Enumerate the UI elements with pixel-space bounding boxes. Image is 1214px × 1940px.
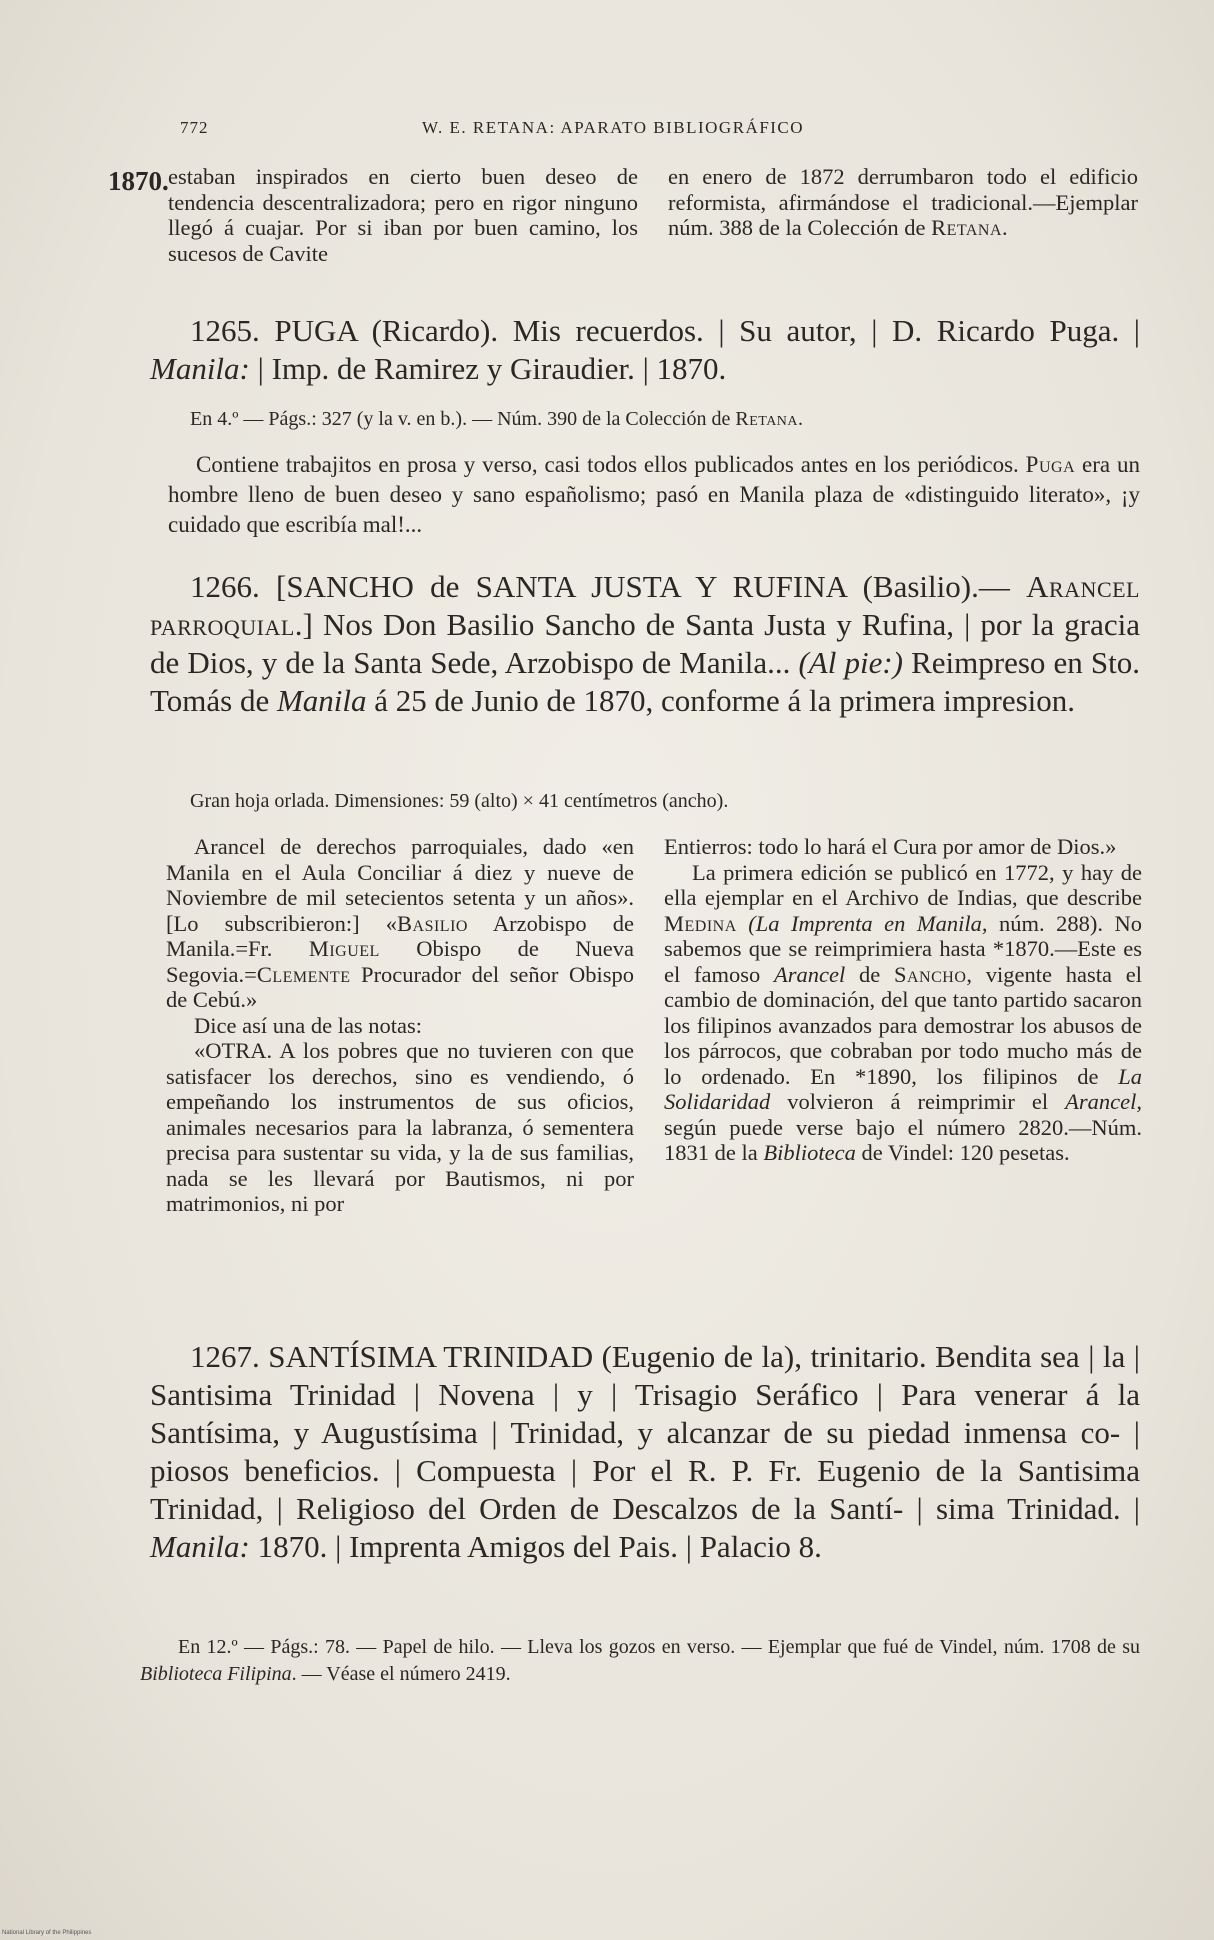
name: Sancho xyxy=(893,961,967,987)
text: Obispo de Nueva Segovia.= xyxy=(166,936,635,987)
paragraph: «OTRA. A los pobres que no tuvieren con que satisfacer los derechos, sino es vendiendo, ó empeñando los instrumentos de sus oficios, animales necesarios para la labranza, ó sementera precisa para sustentar su vida, y la de sus familias, nada se les llevará por Bautismos, ni por matrimonios, ni por xyxy=(166,1038,634,1216)
work-title: Arancel xyxy=(774,961,846,987)
text: 1870. | Imprenta Amigos del Pais. | Palacio 8. xyxy=(249,1529,822,1564)
text: según puede verse bajo el número 2820.—Núm. 1831 de la xyxy=(664,1114,1142,1165)
name: Basilio xyxy=(397,910,468,936)
entry-1265-body xyxy=(168,450,1140,540)
entry-1266-title xyxy=(150,568,1140,720)
work-title: (La Imprenta en Manila, xyxy=(736,910,988,936)
text: , vigente hasta el cambio de dominación, del que tanto partido sacaron los filipinos avanzados para demostrar los abusos de los párrocos, que cobraban por todo mucho más de lo ordenado. En *1890, los filipinos de xyxy=(664,961,1142,1089)
text: Contiene trabajitos en prosa y verso, casi todos ellos publicados antes en los periódicos. xyxy=(196,452,1026,477)
text: Procurador del señor Obispo de Cebú.» xyxy=(166,961,634,1012)
paragraph: Entierros: todo lo hará el Cura por amor de Dios.» xyxy=(664,834,1117,859)
text: En 4.º — Págs.: 327 (y la v. en b.). — Núm. 390 de la Colección de xyxy=(190,408,736,430)
scan-footer: National Library of the Philippines xyxy=(2,1930,92,1936)
text: . xyxy=(798,408,804,430)
continued-text-left xyxy=(168,164,638,266)
text: . — Véase el número 2419. xyxy=(291,1663,511,1685)
place: Manila: xyxy=(150,1529,250,1564)
entry-1266-left-column xyxy=(166,834,634,1217)
year-marker: 1870. xyxy=(108,166,169,196)
text: 1267. SANTÍSIMA TRINIDAD (Eugenio de la), trinitario. Bendita sea | la | Santisima Trinidad | Novena | y | Trisagio Seráfico | Para venerar á la Santísima, y Augustísima | Trinidad, y alcanzar de su piedad inmensa co- | piosos beneficios. | Compuesta | Por el R. P. Fr. Eugenio de la Santisima Trinidad, | Religioso del Orden de Descalzos de la Santí- | sima Trinidad. | xyxy=(150,1339,1140,1526)
work-title: Arancel parroquial xyxy=(150,569,1140,642)
text: Arancel de derechos parroquiales, dado «en Manila en el Aula Conciliar á diez y nueve de Noviembre de mil setecientos setenta y un años». [Lo subscribieron:] « xyxy=(166,834,634,936)
entry-1267-note xyxy=(140,1634,1140,1688)
work-title: La Solidaridad xyxy=(664,1063,1142,1114)
entry-1265-note xyxy=(190,406,1140,433)
text: | Imp. de Ramirez y Giraudier. | 1870. xyxy=(249,351,727,386)
text: Arzobispo de Manila.=Fr. xyxy=(166,910,634,961)
paragraph xyxy=(664,860,1142,1166)
name: Medina xyxy=(664,910,737,936)
text: .] Nos Don Basilio Sancho de Santa Justa y Rufina, | por la gracia de Dios, y de la Santa Sede, Arzobispo de Manila... xyxy=(150,607,1140,680)
text: (Al pie:) xyxy=(798,645,903,680)
name: Clemente xyxy=(256,961,351,987)
text: de xyxy=(845,961,894,987)
place: Manila xyxy=(276,683,367,718)
paragraph: Dice así una de las notas: xyxy=(194,1012,423,1038)
text: en enero de 1872 derrumbaron todo el edificio reformista, afirmándose el tradicional.—Ejemplar núm. 388 de la Colección de xyxy=(668,164,1138,240)
text: La primera edición se publicó en 1772, y hay de ella ejemplar en el Archivo de Indias, que describe xyxy=(664,859,1142,910)
text: era un hombre lleno de buen deseo y sano españolismo; pasó en Manila plaza de «distinguido literato», ¡y cuidado que escribía mal!... xyxy=(168,452,1140,537)
entry-1266-right-column xyxy=(664,834,1142,1166)
paragraph xyxy=(668,164,1138,241)
author-name: Puga xyxy=(1025,452,1076,477)
paragraph: estaban inspirados en cierto buen deseo de tendencia descentralizadora; pero en rigor ninguno llegó á cuajar. Por si iban por buen camino, los sucesos de Cavite xyxy=(168,164,638,266)
text: 1265. PUGA (Ricardo). Mis recuerdos. | Su autor, | D. Ricardo Puga. | xyxy=(190,313,1140,348)
text: 1266. [SANCHO de SANTA JUSTA Y RUFINA (Basilio).— xyxy=(190,569,1027,604)
work-title: Arancel, xyxy=(1065,1089,1142,1114)
place: Manila: xyxy=(150,351,250,386)
page-number: 772 xyxy=(180,118,209,137)
text: de Vindel: 120 pesetas. xyxy=(855,1140,1070,1165)
work-title: Biblioteca xyxy=(763,1140,856,1165)
entry-1266-note: Gran hoja orlada. Dimensiones: 59 (alto) × 41 centímetros (ancho). xyxy=(190,790,729,812)
continued-text-right xyxy=(668,164,1138,241)
entry-1265-title xyxy=(150,312,1140,388)
text: En 12.º — Págs.: 78. — Papel de hilo. — Lleva los gozos en verso. — Ejemplar que fué de Vindel, núm. 1708 de su xyxy=(178,1636,1140,1658)
author-name: Retana xyxy=(735,408,799,430)
text: volvieron á reimprimir el xyxy=(770,1089,1066,1114)
text: á 25 de Junio de 1870, conforme á la primera impresion. xyxy=(366,683,1076,718)
text: núm. 288). No sabemos que se reimprimiera hasta *1870.—Este es el famoso xyxy=(664,910,1143,987)
running-title: W. E. RETANA: APARATO BIBLIOGRÁFICO xyxy=(422,118,805,137)
author-name: Retana xyxy=(931,215,1002,240)
paragraph xyxy=(166,834,634,1013)
name: Miguel xyxy=(308,936,380,961)
entry-1267-title xyxy=(150,1338,1140,1566)
work-title: Biblioteca Filipina xyxy=(140,1663,292,1685)
text: . xyxy=(1002,215,1008,240)
text: Reimpreso en Sto. Tomás de xyxy=(150,645,1141,718)
